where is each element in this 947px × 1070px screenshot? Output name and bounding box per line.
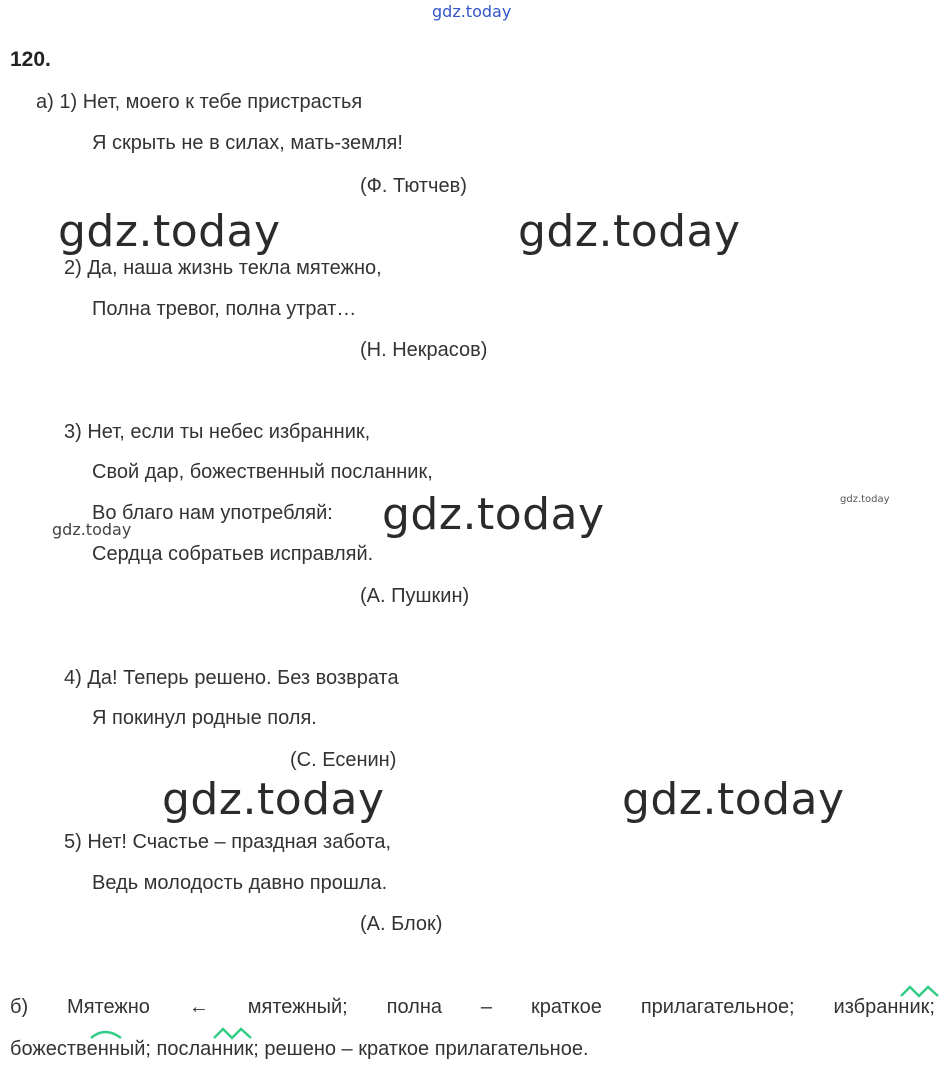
poem-5-line-2: Ведь молодость давно прошла. xyxy=(92,872,388,894)
word-suffix: енный; xyxy=(86,1038,151,1060)
suffix-mark-icon xyxy=(900,984,942,998)
poem-3-line-2: Свой дар, божественный посланник, xyxy=(92,461,433,483)
part-b-row-2 xyxy=(10,1028,935,1070)
suffix-marked xyxy=(87,1028,151,1070)
word-bozhestvennyi xyxy=(10,1028,151,1070)
word-stem: божеств xyxy=(10,1038,87,1060)
poem-4-number: 4) xyxy=(64,667,82,689)
word-stem: посла xyxy=(156,1038,212,1060)
poem-3-line-1 xyxy=(64,420,370,444)
poem-1-author: (Ф. Тютчев) xyxy=(360,175,467,197)
part-b-label: б) xyxy=(10,996,29,1018)
watermark-main-1: gdz.today xyxy=(58,206,281,257)
poem-3-text-1: Нет, если ты небес избранник, xyxy=(87,421,371,443)
poem-4-line-2: Я покинул родные поля. xyxy=(92,707,317,729)
word: Мятежно xyxy=(67,996,150,1018)
part-b xyxy=(10,986,935,1070)
watermark-top: gdz.today xyxy=(432,2,512,21)
suffix-marked xyxy=(211,1028,259,1070)
row-2-rest: решено – краткое прилагательное. xyxy=(264,1038,589,1060)
poem-1-line-1 xyxy=(36,90,362,114)
poem-2-text-1: Да, наша жизнь текла мятежно, xyxy=(87,257,382,279)
word: полна xyxy=(386,996,442,1018)
poem-4-author: (С. Есенин) xyxy=(290,749,397,771)
word: краткое xyxy=(530,996,602,1018)
watermark-main-4: gdz.today xyxy=(162,774,385,825)
poem-1-number: 1) xyxy=(59,91,78,113)
suffix-marked xyxy=(898,986,935,1028)
watermark-main-2: gdz.today xyxy=(518,206,741,257)
poem-2-line-1 xyxy=(64,256,382,280)
poem-5-text-1: Нет! Счастье – праздная забота, xyxy=(87,831,392,853)
poem-2-line-2: Полна тревог, полна утрат… xyxy=(92,298,357,320)
poem-3-author: (А. Пушкин) xyxy=(360,585,470,607)
poem-5-author: (А. Блок) xyxy=(360,913,443,935)
suffix-mark-icon xyxy=(89,1026,123,1040)
exercise-number: 120. xyxy=(10,48,51,71)
watermark-tiny: gdz.today xyxy=(840,494,890,505)
poem-3-line-4: Сердца собратьев исправляй. xyxy=(92,543,374,565)
word: прилагательное; xyxy=(640,996,795,1018)
watermark-small: gdz.today xyxy=(52,520,132,539)
suffix-mark-icon xyxy=(213,1026,255,1040)
poem-1-line-2: Я скрыть не в силах, мать-земля! xyxy=(92,132,403,154)
watermark-main-5: gdz.today xyxy=(622,774,845,825)
poem-3-number: 3) xyxy=(64,421,82,443)
poem-4-line-1 xyxy=(64,666,399,690)
word-stem: избран xyxy=(833,996,899,1018)
poem-2-number: 2) xyxy=(64,257,82,279)
poem-1-text-1: Нет, моего к тебе пристрастья xyxy=(82,91,363,113)
poem-4-text-1: Да! Теперь решено. Без возврата xyxy=(87,667,399,689)
poem-2-author: (Н. Некрасов) xyxy=(360,339,488,361)
word-poslannik xyxy=(157,1028,259,1070)
part-b-row-1 xyxy=(10,986,935,1028)
word-suffix: нник; xyxy=(211,1038,259,1060)
poem-5-number: 5) xyxy=(64,831,82,853)
word-suffix: ник; xyxy=(898,996,935,1018)
arrow-symbol: ← xyxy=(188,996,209,1018)
word-izbrannik xyxy=(834,986,935,1028)
watermark-main-3: gdz.today xyxy=(382,489,605,540)
poem-3-line-3: Во благо нам употребляй: xyxy=(92,502,333,524)
part-a-label: а) xyxy=(36,91,54,113)
poem-5-line-1 xyxy=(64,830,391,854)
dash-symbol: – xyxy=(480,996,493,1018)
word: мятежный; xyxy=(247,996,348,1018)
